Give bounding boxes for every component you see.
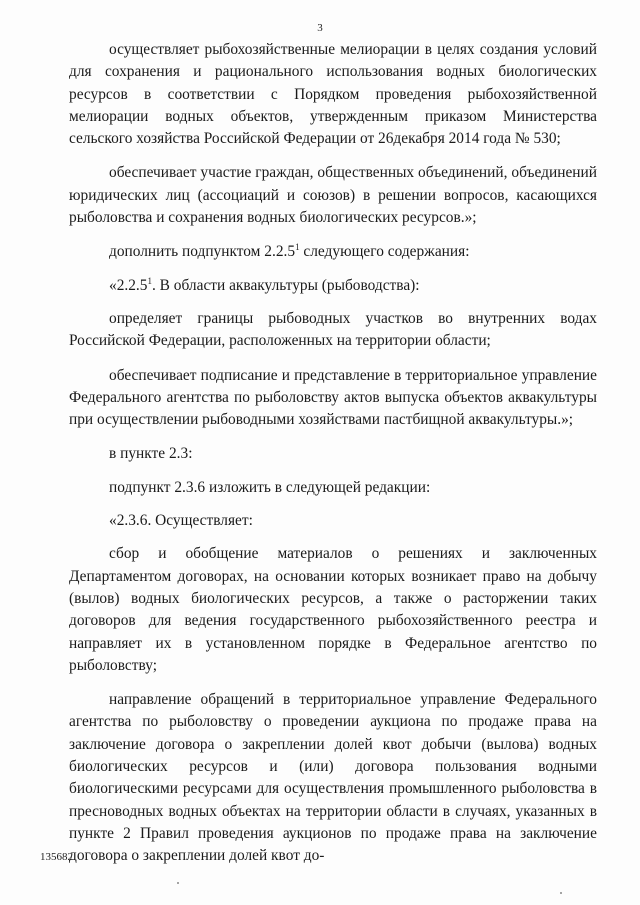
paragraph-restate-subclause: подпункт 2.3.6 изложить в следующей редакции:	[109, 478, 431, 496]
document-code: 135682	[40, 851, 73, 863]
superscript-mark: 1	[295, 242, 300, 253]
paragraph-collection-materials: сбор и обобщение материалов о решениях и заключенных Департаментом договорах, на основании которых возникает право на добычу (вылов) водных биологических ресурсов, а также о расторжении таких договоров для ведения государственного рыбохозяйственного реестра и направляет их в установленном порядке в Федеральное агентство по рыболовству;	[69, 545, 597, 674]
add-subclause-text-end: следующего содержания:	[303, 243, 470, 261]
paragraph-fish-farm-boundaries: определяет границы рыбоводных участков во внутренних водах Российской Федерации, расположенных на территории области;	[69, 309, 597, 350]
paragraph-auction-requests: направление обращений в территориальное управление Федерального агентства по рыболовству о проведении аукциона по продаже права на заключение договора о закреплении долей квот добычи (вылова) водных биологических ресурсов и (или) договора пользования водными биологическими ресурсами для осуществления промышленного рыболовства в пресноводных водных объектах на территории области в случаях, указанных в пункте 2 Правил проведения аукционов по продаже права на заключение договора о закреплении долей квот до-	[69, 691, 597, 865]
aquaculture-heading-text: . В области аквакультуры (рыбоводства):	[151, 276, 420, 294]
aquaculture-heading-number: «2.2.5	[109, 276, 148, 294]
add-subclause-text: дополнить подпунктом 2.2.5	[109, 243, 296, 261]
page-number: 3	[317, 22, 323, 34]
scan-speck	[560, 892, 562, 894]
paragraph-release-acts: обеспечивает подписание и представление в территориальное управление Федерального агентства по рыболовству актов выпуска объектов аквакультуры при осуществлении рыбоводными хозяйствами пастбищной аквакультуры.»;	[69, 366, 597, 429]
scan-speck	[177, 882, 179, 884]
paragraph-fish-melioration: осуществляет рыбохозяйственные мелиорации в целях создания условий для сохранения и рационального использования водных биологических ресурсов в соответствии с Порядком проведения рыбохозяйственной мелиорации водных объектов, утвержденным приказом Министерства сельского хозяйства Российской Федерации от 26декабря 2014 года № 530;	[69, 41, 597, 148]
paragraph-clause-236: «2.3.6. Осуществляет:	[109, 512, 253, 530]
superscript-mark: 1	[147, 275, 152, 286]
paragraph-aquaculture-heading	[69, 275, 597, 297]
paragraph-in-clause: в пункте 2.3:	[109, 445, 193, 463]
document-body	[69, 39, 597, 880]
paragraph-citizen-participation: обеспечивает участие граждан, общественных объединений, объединений юридических лиц (ассоциаций и союзов) в решении вопросов, касающихся рыболовства и сохранения водных биологических ресурсов.»;	[69, 164, 597, 227]
paragraph-add-subclause	[69, 241, 597, 263]
